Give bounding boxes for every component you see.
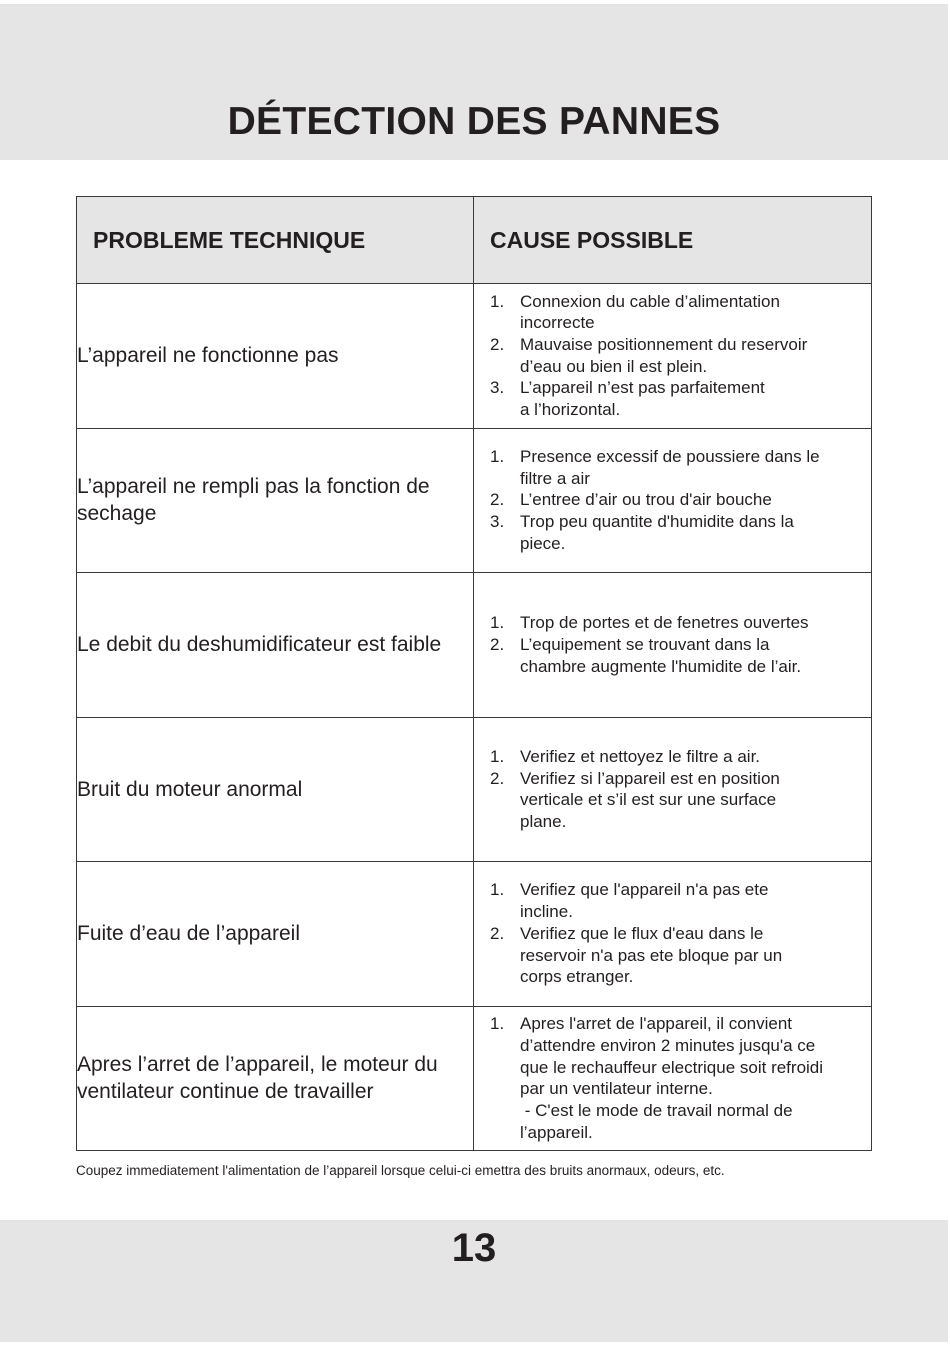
problem-cell: Bruit du moteur anormal <box>77 717 474 862</box>
cause-number: 1. <box>490 446 505 466</box>
cause-text-line: incorrecte <box>520 313 595 333</box>
page-number: 13 <box>451 1226 497 1270</box>
cause-item <box>490 377 871 420</box>
cause-item <box>490 1013 871 1100</box>
table-row <box>77 573 872 718</box>
cause-text-line: piece. <box>520 533 566 553</box>
footnote: Coupez immediatement l'alimentation de l’appareil lorsque celui-ci emettra des bruits anormaux, odeurs, etc. <box>76 1163 725 1178</box>
problem-cell: L’appareil ne rempli pas la fonction de sechage <box>77 428 474 573</box>
cause-text-line: Trop peu quantite d'humidite dans la <box>520 512 794 532</box>
cause-text-line: Verifiez et nettoyez le filtre a air. <box>520 746 761 766</box>
cause-text-line: d’attendre environ 2 minutes jusqu'a ce <box>520 1035 816 1055</box>
cause-cell <box>474 573 872 718</box>
cause-number: 3. <box>490 512 505 532</box>
cause-number: 2. <box>490 634 505 654</box>
cause-text-line: Mauvaise positionnement du reservoir <box>520 335 808 355</box>
cause-number: 1. <box>490 1014 505 1034</box>
cause-text-line: Verifiez si l’appareil est en position <box>520 768 780 788</box>
table-row <box>77 1006 872 1151</box>
cause-item <box>490 634 871 677</box>
cause-cell <box>474 1006 872 1151</box>
problem-cell: L’appareil ne fonctionne pas <box>77 284 474 429</box>
cause-number: 2. <box>490 768 505 788</box>
cause-note-line: l’appareil. <box>520 1122 593 1142</box>
cause-item <box>490 879 871 922</box>
table-row <box>77 862 872 1007</box>
cause-item <box>490 746 871 768</box>
cause-text-line: filtre a air <box>520 468 590 488</box>
cause-cell <box>474 862 872 1007</box>
cause-item <box>490 489 871 511</box>
cause-text-line: par un ventilateur interne. <box>520 1079 713 1099</box>
cause-number: 2. <box>490 335 505 355</box>
cause-number: 1. <box>490 613 505 633</box>
cause-item <box>490 511 871 554</box>
cause-number: 1. <box>490 880 505 900</box>
cause-item <box>490 291 871 334</box>
cause-text-line: L’appareil n’est pas parfaitement <box>520 378 765 398</box>
cause-list <box>474 1013 871 1100</box>
cause-list <box>474 446 871 555</box>
cause-text-line: Verifiez que le flux d'eau dans le <box>520 923 764 943</box>
problem-cell: Apres l’arret de l’appareil, le moteur du ventilateur continue de travailler <box>77 1006 474 1151</box>
problem-column-header: PROBLEME TECHNIQUE <box>77 197 474 284</box>
cause-text-line: corps etranger. <box>520 967 634 987</box>
cause-text-line: incline. <box>520 902 573 922</box>
cause-text-line: Verifiez que l'appareil n'a pas ete <box>520 880 769 900</box>
cause-text-line: Connexion du cable d’alimentation <box>520 291 780 311</box>
cause-text-line: a l’horizontal. <box>520 400 621 420</box>
cause-item <box>490 446 871 489</box>
cause-text-line: Apres l'arret de l'appareil, il convient <box>520 1014 793 1034</box>
cause-cell <box>474 717 872 862</box>
cause-text-line: plane. <box>520 811 567 831</box>
cause-text-line: reservoir n'a pas ete bloque par un <box>520 945 783 965</box>
cause-text-line: d’eau ou bien il est plein. <box>520 356 708 376</box>
cause-text-line: Trop de portes et de fenetres ouvertes <box>520 613 809 633</box>
cause-number: 3. <box>490 378 505 398</box>
cause-note-line: - C'est le mode de travail normal de <box>520 1100 793 1120</box>
cause-list <box>474 879 871 988</box>
cause-list <box>474 612 871 677</box>
cause-item <box>490 334 871 377</box>
troubleshooting-table <box>76 196 872 1151</box>
cause-item <box>490 923 871 988</box>
cause-number: 1. <box>490 291 505 311</box>
cause-text-line: L’entree d’air ou trou d'air bouche <box>520 490 772 510</box>
cause-cell <box>474 284 872 429</box>
cause-cell <box>474 428 872 573</box>
cause-item <box>490 612 871 634</box>
page-title: DÉTECTION DES PANNES <box>227 100 721 143</box>
cause-text-line: L’equipement se trouvant dans la <box>520 634 770 654</box>
table-row <box>77 717 872 862</box>
cause-number: 2. <box>490 923 505 943</box>
cause-text-line: verticale et s’il est sur une surface <box>520 790 777 810</box>
cause-text-line: que le rechauffeur electrique soit refroidi <box>520 1057 824 1077</box>
cause-list <box>474 291 871 421</box>
table-row <box>77 428 872 573</box>
cause-item <box>490 768 871 833</box>
cause-list <box>474 746 871 833</box>
table-header-row <box>77 197 872 284</box>
problem-cell: Le debit du deshumidificateur est faible <box>77 573 474 718</box>
cause-number: 1. <box>490 746 505 766</box>
cause-text-line: Presence excessif de poussiere dans le <box>520 446 820 466</box>
cause-column-header: CAUSE POSSIBLE <box>474 197 872 284</box>
table-row <box>77 284 872 429</box>
problem-cell: Fuite d’eau de l’appareil <box>77 862 474 1007</box>
cause-text-line: chambre augmente l'humidite de l’air. <box>520 656 802 676</box>
cause-number: 2. <box>490 490 505 510</box>
